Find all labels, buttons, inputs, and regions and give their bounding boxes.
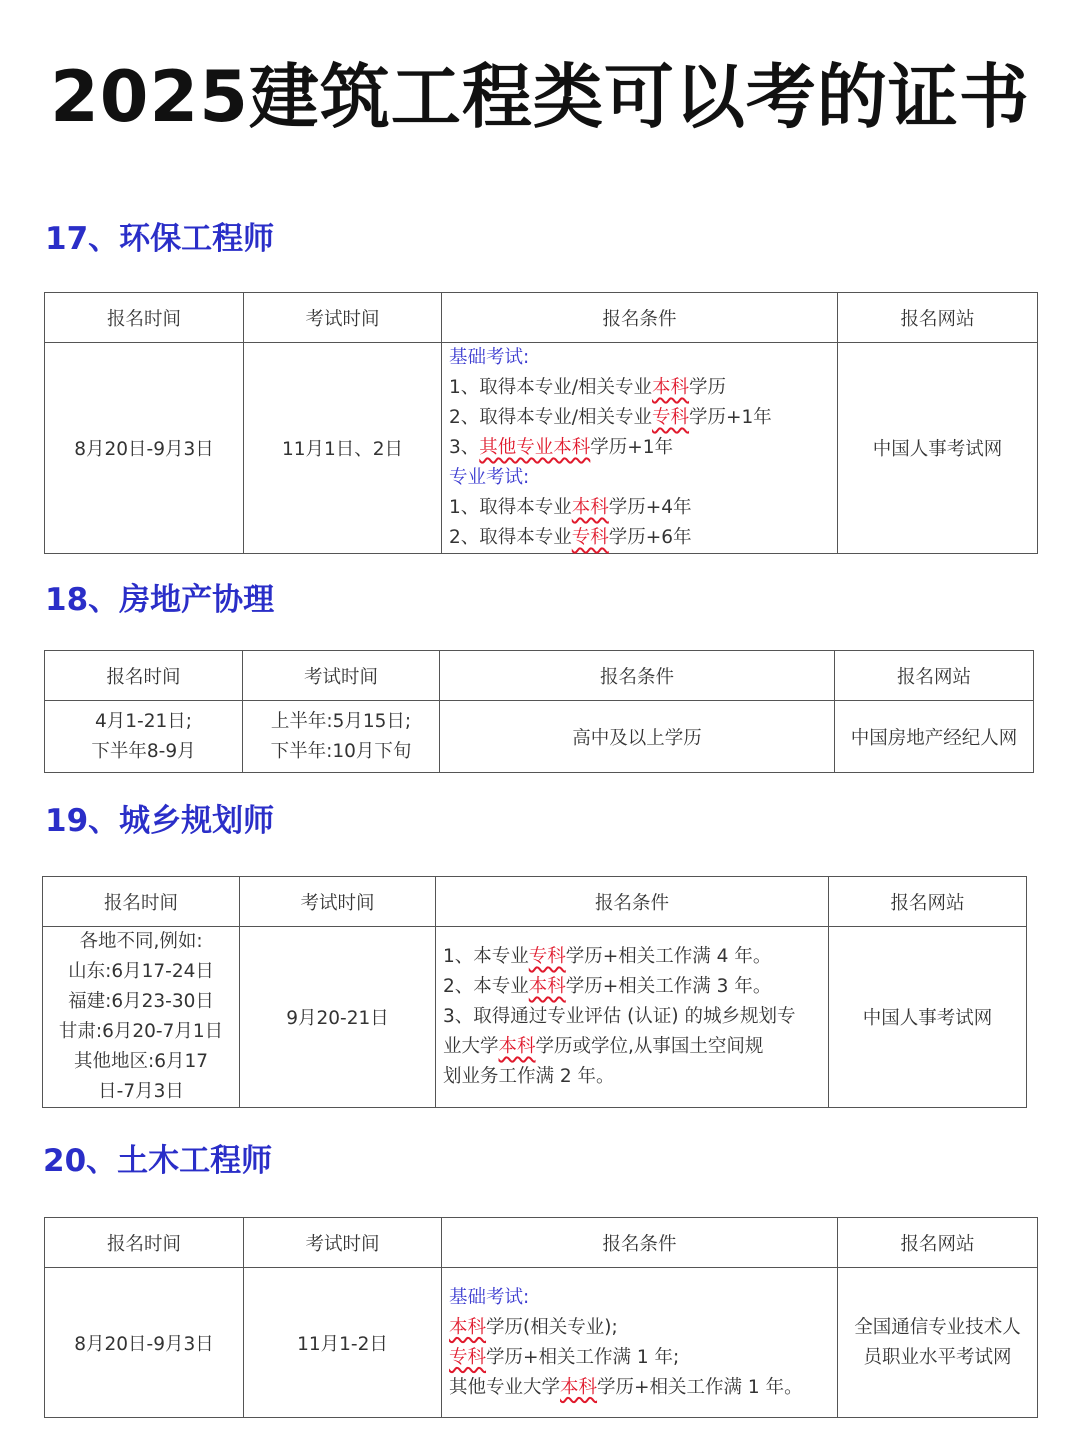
condition-line [449,493,837,523]
reg-time-line: 福建:6月23-30日 [68,991,214,1012]
condition-line [449,1313,837,1343]
condition-text: 业大学 [443,1036,499,1057]
condition-text: 1、取得本专业 [449,497,572,518]
condition-text: 学历+相关工作满 1 年; [486,1346,680,1368]
condition-text: 2、本专业 [443,976,529,997]
reg-time-line: 下半年8-9月 [91,740,196,762]
section-title-20: 20、土木工程师 [43,1143,273,1179]
degree-mark: 本科 [652,377,690,398]
degree-mark: 专科 [571,527,609,548]
condition-text: 学历+相关工作满 4 年。 [565,946,772,967]
degree-mark: 本科 [528,976,566,997]
condition-text: 1、本专业 [443,946,529,967]
condition-text: 学历或学位,从事国土空间规 [535,1036,764,1057]
condition-line [449,1373,837,1403]
basic-exam-label: 基础考试: [449,1286,530,1308]
table-header-row [45,1218,1038,1268]
table-header-row [45,651,1034,701]
condition-text: 学历+相关工作满 3 年。 [565,976,772,997]
section-title-18: 18、房地产协理 [45,582,275,618]
header-reg-time: 报名时间 [43,877,240,927]
header-reg-time: 报名时间 [45,1218,244,1268]
condition-text: 2、取得本专业 [449,527,572,548]
degree-mark: 专科 [652,407,690,428]
website-line: 全国通信专业技术人 [854,1316,1021,1338]
table-20 [44,1217,1038,1418]
reg-time-line: 4月1-21日; [95,710,192,732]
section-title-17: 17、环保工程师 [45,221,275,257]
reg-time-line: 山东:6月17-24日 [68,961,214,982]
condition-line [443,942,828,972]
degree-mark: 专科 [528,946,566,967]
condition-text: 2、取得本专业/相关专业 [449,407,653,428]
reg-time-cell [43,927,240,1108]
header-exam-time: 考试时间 [243,651,440,701]
exam-time-cell: 11月1-2日 [244,1268,442,1418]
condition-text: 1、取得本专业/相关专业 [449,377,653,398]
section-title-19: 19、城乡规划师 [45,803,275,839]
condition-text: 学历+1年 [689,407,772,428]
page-title: 2025建筑工程类可以考的证书 [50,56,1030,138]
table-17 [44,292,1038,554]
table-header-row [45,293,1038,343]
exam-time-cell [243,701,440,773]
exam-time-line: 下半年:10月下旬 [270,740,412,762]
degree-mark: 本科 [498,1036,536,1057]
website-cell [838,1268,1038,1418]
header-reg-time: 报名时间 [45,293,244,343]
header-conditions: 报名条件 [442,1218,838,1268]
degree-mark: 本科 [560,1376,598,1398]
condition-text: 学历+1年 [590,437,674,458]
condition-text: 学历 [689,377,727,398]
table-row [45,701,1034,773]
conditions-cell [442,343,838,554]
header-website: 报名网站 [829,877,1027,927]
reg-time-line: 其他地区:6月17 [73,1051,209,1072]
condition-line [449,1343,837,1373]
reg-time-cell [45,701,243,773]
exam-time-line: 上半年:5月15日; [270,710,412,732]
degree-mark: 专科 [449,1346,487,1368]
header-conditions: 报名条件 [436,877,829,927]
header-conditions: 报名条件 [440,651,835,701]
header-website: 报名网站 [838,293,1038,343]
website-cell: 中国人事考试网 [838,343,1038,554]
condition-text: 学历+4年 [608,497,692,518]
conditions-cell [436,927,829,1108]
table-row [45,1268,1038,1418]
condition-text: 学历+6年 [608,527,692,548]
exam-time-cell: 11月1日、2日 [244,343,442,554]
reg-time-line: 甘肃:6月20-7月1日 [58,1021,224,1042]
header-exam-time: 考试时间 [244,1218,442,1268]
condition-text: 3、 [449,437,480,458]
condition-line [443,972,828,1002]
conditions-cell [442,1268,838,1418]
reg-time-line: 各地不同,例如: [79,931,203,952]
degree-mark: 其他专业本科 [479,437,591,458]
condition-line: 划业务工作满 2 年。 [443,1066,615,1087]
header-website: 报名网站 [838,1218,1038,1268]
table-row [45,343,1038,554]
degree-mark: 本科 [449,1316,487,1338]
condition-line: 3、取得通过专业评估 (认证) 的城乡规划专 [443,1006,796,1027]
table-18 [44,650,1034,773]
condition-line [443,1032,828,1062]
website-cell: 中国人事考试网 [829,927,1027,1108]
reg-time-cell: 8月20日-9月3日 [45,1268,244,1418]
pro-exam-label: 专业考试: [449,467,530,488]
condition-line [449,403,837,433]
condition-text: 学历(相关专业); [486,1316,618,1338]
reg-time-cell: 8月20日-9月3日 [45,343,244,554]
table-header-row [43,877,1027,927]
header-reg-time: 报名时间 [45,651,243,701]
header-exam-time: 考试时间 [240,877,436,927]
conditions-cell: 高中及以上学历 [440,701,835,773]
website-line: 员职业水平考试网 [863,1346,1012,1368]
header-exam-time: 考试时间 [244,293,442,343]
reg-time-line: 日-7月3日 [98,1081,184,1102]
basic-exam-label: 基础考试: [449,347,530,368]
header-website: 报名网站 [835,651,1034,701]
condition-text: 学历+相关工作满 1 年。 [597,1376,803,1398]
header-conditions: 报名条件 [442,293,838,343]
condition-line [449,373,837,403]
website-cell: 中国房地产经纪人网 [835,701,1034,773]
degree-mark: 本科 [571,497,609,518]
table-19 [42,876,1027,1108]
exam-time-cell: 9月20-21日 [240,927,436,1108]
condition-text: 其他专业大学 [449,1376,561,1398]
table-row [43,927,1027,1108]
condition-line [449,433,837,463]
condition-line [449,523,837,553]
